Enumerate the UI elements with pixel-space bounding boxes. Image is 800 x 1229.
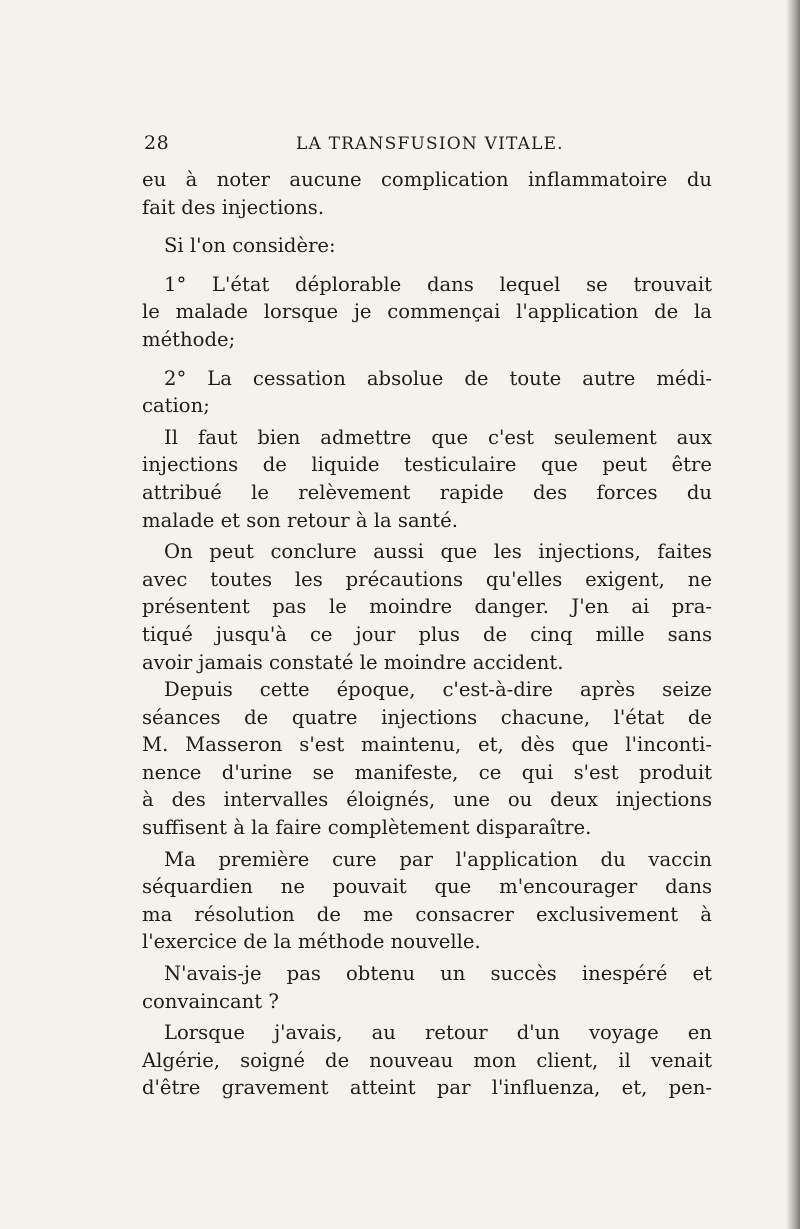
text-line: séances de quatre injections chacune, l'état de: [142, 705, 712, 729]
text-line: malade et son retour à la santé.: [142, 508, 458, 532]
text-line: Ma première cure par l'application du vaccin: [164, 847, 712, 871]
text-line: cation;: [142, 394, 210, 418]
text-line: 1° L'état déplorable dans lequel se trouvait: [164, 272, 712, 296]
text-line: convaincant ?: [142, 989, 279, 1013]
text-line: M. Masseron s'est maintenu, et, dès que l'inconti-: [142, 733, 712, 757]
text-line: attribué le relèvement rapide des forces du: [142, 480, 712, 504]
text-line: N'avais-je pas obtenu un succès inespéré et: [164, 962, 712, 986]
text-line: 2° La cessation absolue de toute autre médi-: [164, 366, 712, 390]
text-line: nence d'urine se manifeste, ce qui s'est produit: [142, 760, 712, 784]
page-edge-shadow: [786, 0, 800, 1229]
text-line: méthode;: [142, 327, 236, 351]
text-line: avec toutes les précautions qu'elles exigent, ne: [142, 567, 712, 591]
text-line: suffisent à la faire complètement disparaître.: [142, 816, 592, 840]
text-line: tiqué jusqu'à ce jour plus de cinq mille sans: [142, 622, 712, 646]
body-text: [142, 166, 712, 1102]
page-header: [144, 132, 704, 162]
text-line: Lorsque j'avais, au retour d'un voyage en: [164, 1021, 712, 1045]
running-head: LA TRANSFUSION VITALE.: [296, 134, 564, 154]
text-line: eu à noter aucune complication inflammatoire du: [142, 168, 712, 191]
text-line: fait des injections.: [142, 195, 325, 219]
text-line: On peut conclure aussi que les injections, faites: [164, 540, 712, 564]
text-line: séquardien ne pouvait que m'encourager dans: [142, 875, 712, 899]
text-line: à des intervalles éloignés, une ou deux injections: [142, 788, 712, 812]
text-line: avoir jamais constaté le moindre accident.: [142, 650, 564, 674]
text-line: le malade lorsque je commençai l'application de la: [142, 300, 712, 324]
text-line: injections de liquide testiculaire que peut être: [142, 453, 712, 477]
text-line: présentent pas le moindre danger. J'en ai pra-: [142, 595, 712, 619]
text-line: Algérie, soigné de nouveau mon client, il venait: [142, 1048, 712, 1072]
text-line: ma résolution de me consacrer exclusivement à: [142, 902, 712, 926]
text-line: d'être gravement atteint par l'influenza, et, pen-: [142, 1076, 712, 1100]
text-line: Il faut bien admettre que c'est seulement aux: [164, 425, 712, 449]
text-line: Si l'on considère:: [164, 234, 336, 258]
page-number: 28: [144, 132, 170, 154]
text-line: Depuis cette époque, c'est-à-dire après seize: [164, 678, 712, 702]
text-line: l'exercice de la méthode nouvelle.: [142, 930, 481, 954]
